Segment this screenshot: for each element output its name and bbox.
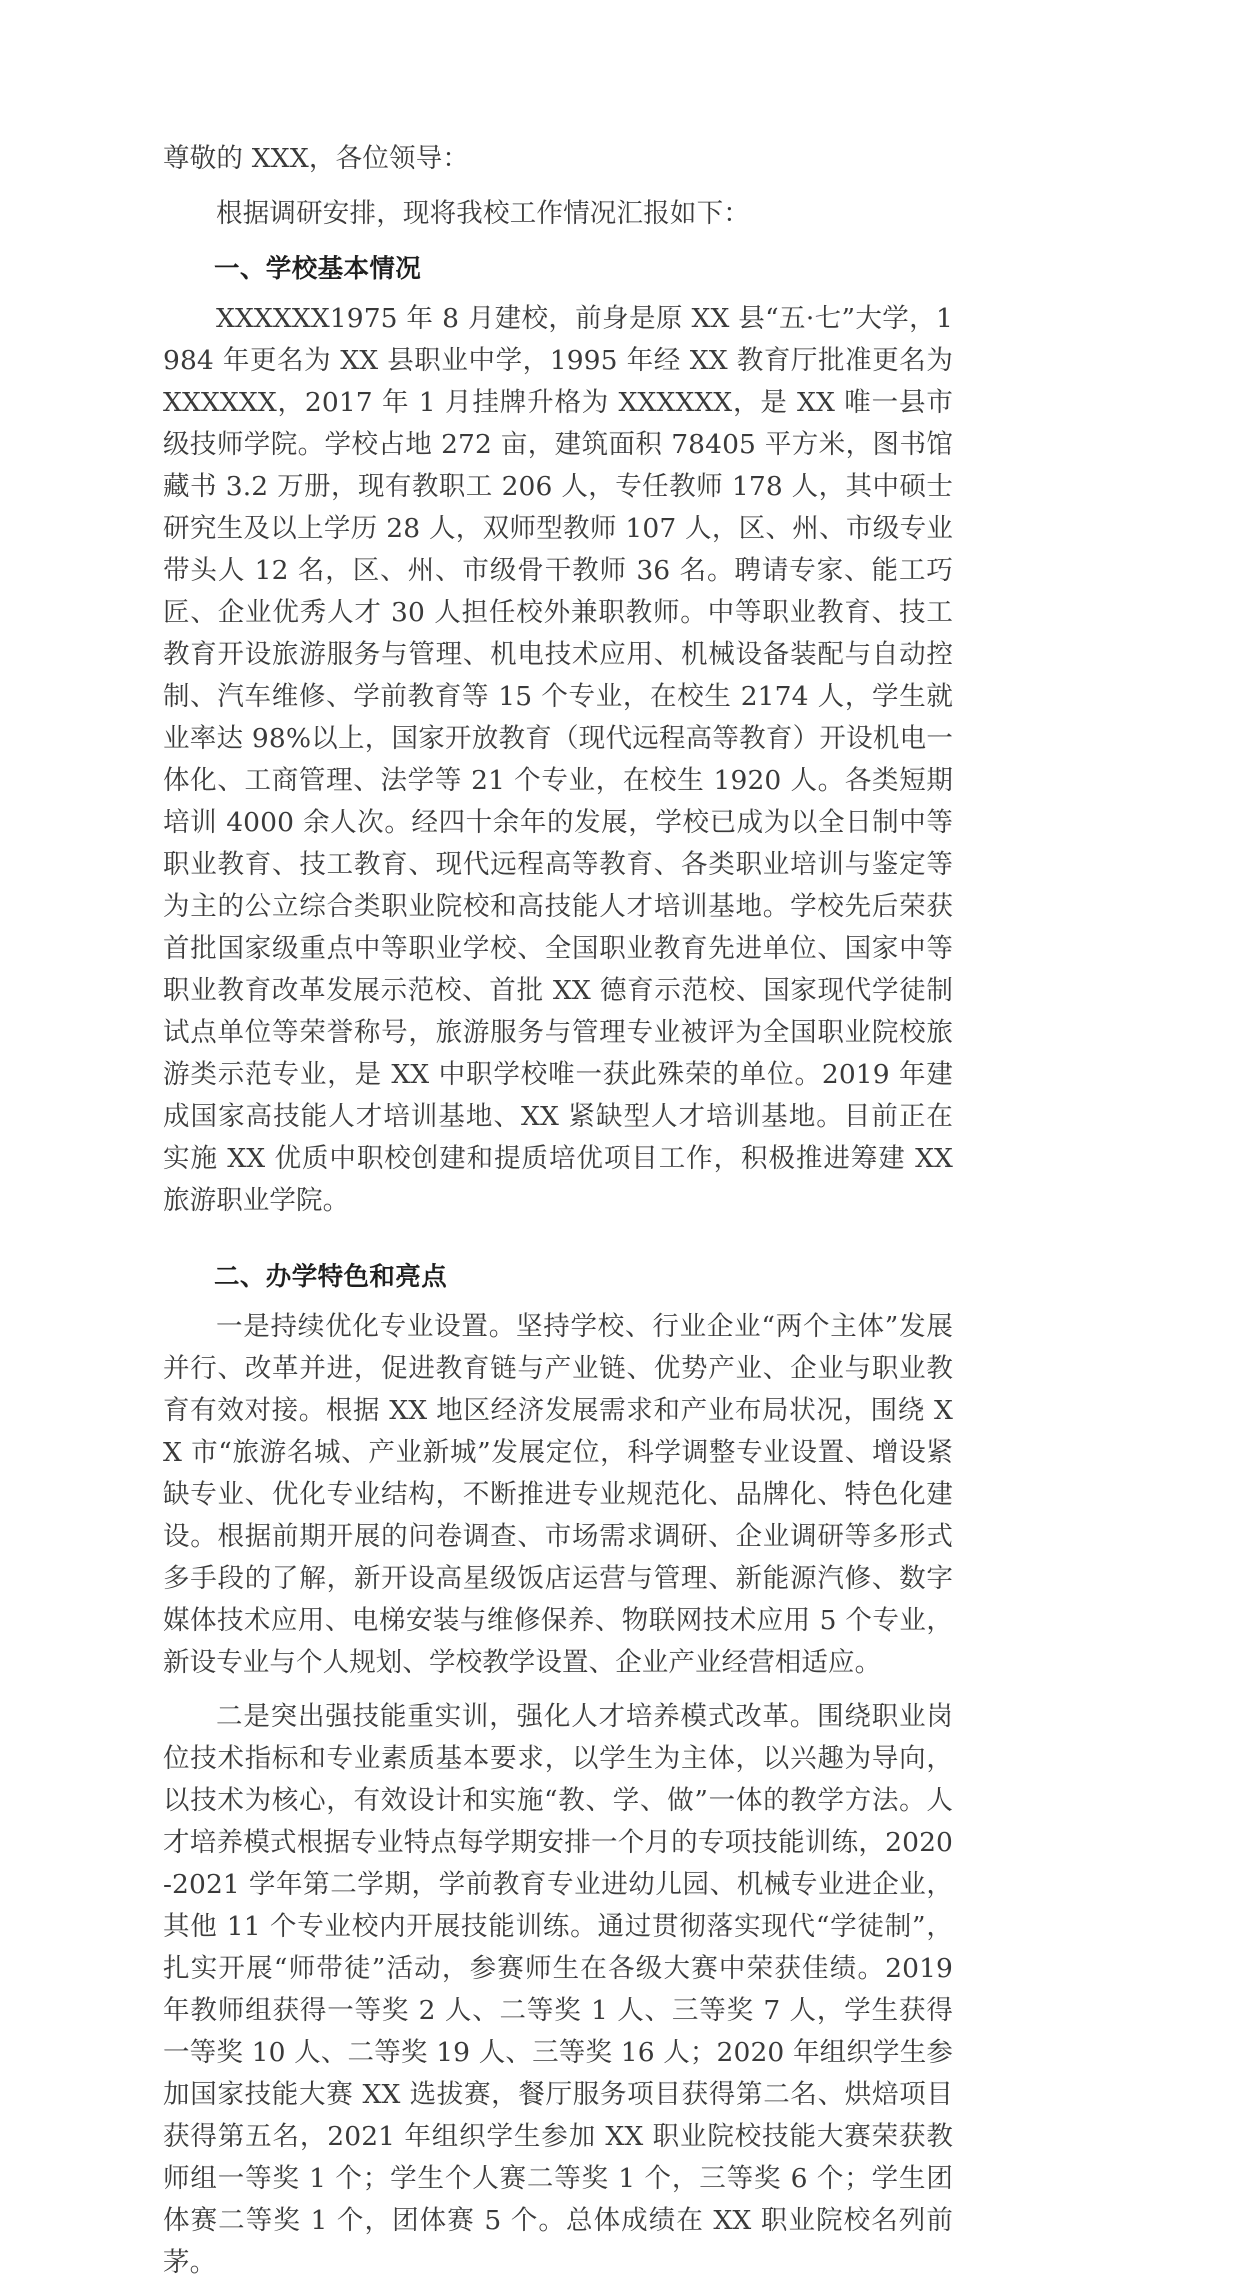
section-heading-1: 一、学校基本情况 xyxy=(214,253,422,284)
document-body xyxy=(163,138,953,2284)
section-2-paragraph-2: 二是突出强技能重实训，强化人才培养模式改革。围绕职业岗位技术指标和专业素质基本要求，以学生为主体，以兴趣为导向，以技术为核心，有效设计和实施“教、学、做”一体的教学方法。人才培养模式根据专业特点每学期安排一个月的专项技能训练，2020-2021 学年第二学期，学前教育专业进幼儿园、机械专业进企业，其他 11 个专业校内开展技能训练。通过贯彻落实现代“学徒制”，扎实开展“师带徒”活动，参赛师生在各级大赛中荣获佳绩。2019 年教师组获得一等奖 2 人、二等奖 1 人、三等奖 7 人，学生获得一等奖 10 人、二等奖 19 人、三等奖 16 人；2020 年组织学生参加国家技能大赛 XX 选拔赛，餐厅服务项目获得第二名、烘焙项目获得第五名，2021 年组织学生参加 XX 职业院校技能大赛荣获教师组一等奖 1 个；学生个人赛二等奖 1 个，三等奖 6 个；学生团体赛二等奖 1 个，团体赛 5 个。总体成绩在 XX 职业院校名列前茅。 xyxy=(163,1701,953,2279)
salutation-line: 尊敬的 XXX，各位领导： xyxy=(163,143,470,174)
section-spacer xyxy=(163,1234,953,1248)
section-heading-2: 二、办学特色和亮点 xyxy=(214,1262,448,1293)
section-1-paragraph-1: XXXXXX1975 年 8 月建校，前身是原 XX 县“五·七”大学，1984 年更名为 XX 县职业中学，1995 年经 XX 教育厅批准更名为 XXXXXX，2017 年 1 月挂牌升格为 XXXXXX，是 XX 唯一县市级技师学院。学校占地 272 亩，建筑面积 78405 平方米，图书馆藏书 3.2 万册，现有教职工 206 人，专任教师 178 人，其中硕士研究生及以上学历 28 人，双师型教师 107 人，区、州、市级专业带头人 12 名，区、州、市级骨干教师 36 名。聘请专家、能工巧匠、企业优秀人才 30 人担任校外兼职教师。中等职业教育、技工教育开设旅游服务与管理、机电技术应用、机械设备装配与自动控制、汽车维修、学前教育等 15 个专业，在校生 2174 人，学生就业率达 98%以上，国家开放教育（现代远程高等教育）开设机电一体化、工商管理、法学等 21 个专业，在校生 1920 人。各类短期培训 4000 余人次。经四十余年的发展，学校已成为以全日制中等职业教育、技工教育、现代远程高等教育、各类职业培训与鉴定等为主的公立综合类职业院校和高技能人才培训基地。学校先后荣获首批国家级重点中等职业学校、全国职业教育先进单位、国家中等职业教育改革发展示范校、首批 XX 德育示范校、国家现代学徒制试点单位等荣誉称号，旅游服务与管理专业被评为全国职业院校旅游类示范专业，是 XX 中职学校唯一获此殊荣的单位。2019 年建成国家高技能人才培训基地、XX 紧缺型人才培训基地。目前正在实施 XX 优质中职校创建和提质培优项目工作，积极推进筹建 XX 旅游职业学院。 xyxy=(163,303,953,1217)
section-2-paragraph-1: 一是持续优化专业设置。坚持学校、行业企业“两个主体”发展并行、改革并进，促进教育链与产业链、优势产业、企业与职业教育有效对接。根据 XX 地区经济发展需求和产业布局状况，围绕 XX 市“旅游名城、产业新城”发展定位，科学调整专业设置、增设紧缺专业、优化专业结构，不断推进专业规范化、品牌化、特色化建设。根据前期开展的问卷调查、市场需求调研、企业调研等多形式多手段的了解，新开设高星级饭店运营与管理、新能源汽修、数字媒体技术应用、电梯安装与维修保养、物联网技术应用 5 个专业，新设专业与个人规划、学校教学设置、企业产业经营相适应。 xyxy=(163,1311,953,1679)
intro-line: 根据调研安排，现将我校工作情况汇报如下： xyxy=(216,197,750,229)
